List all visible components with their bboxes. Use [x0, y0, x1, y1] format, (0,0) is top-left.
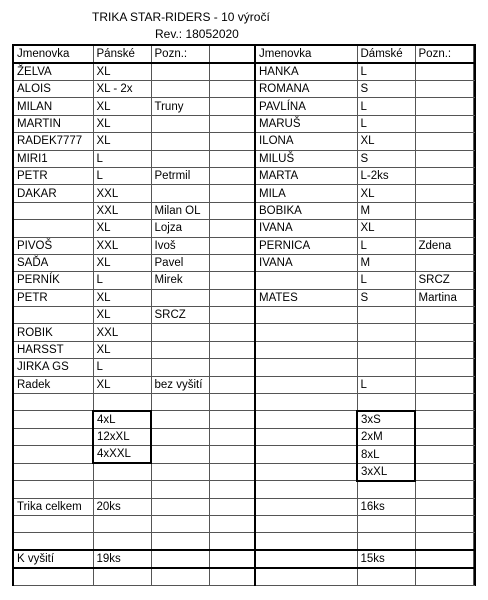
cell-note-men	[151, 516, 209, 533]
cell-name-women	[255, 568, 357, 585]
table-row	[13, 202, 475, 219]
cell-name-women: IVANA	[255, 254, 357, 271]
cell-note-men	[151, 481, 209, 498]
table-row	[13, 115, 475, 132]
cell-extra	[473, 446, 475, 464]
cell-extra	[473, 202, 475, 219]
cell-name-men: PETR	[13, 289, 93, 306]
cell-note-men: Petrmil	[151, 167, 209, 184]
cell-size-women: 16ks	[357, 498, 415, 515]
cell-name-women	[255, 533, 357, 550]
cell-note-men	[151, 324, 209, 341]
cell-spacer	[209, 359, 255, 376]
cell-size-men: XXL	[93, 237, 151, 254]
cell-note-men: Truny	[151, 98, 209, 115]
cell-note-women	[415, 307, 473, 324]
cell-size-women: 8xL	[357, 446, 415, 464]
cell-extra	[473, 237, 475, 254]
cell-note-men	[151, 533, 209, 550]
cell-spacer	[209, 202, 255, 219]
cell-name-men: RADEK7777	[13, 133, 93, 150]
cell-note-women	[415, 98, 473, 115]
table-row	[13, 185, 475, 202]
table-row	[13, 411, 475, 429]
cell-name-women	[255, 550, 357, 568]
cell-spacer	[209, 481, 255, 498]
cell-note-women: SRCZ	[415, 272, 473, 289]
table-row	[13, 463, 475, 481]
cell-name-men	[13, 446, 93, 464]
cell-name-women	[255, 481, 357, 498]
cell-size-women	[357, 533, 415, 550]
cell-note-women	[415, 394, 473, 411]
cell-spacer	[209, 307, 255, 324]
cell-spacer	[209, 498, 255, 515]
cell-note-men	[151, 550, 209, 568]
cell-spacer	[209, 446, 255, 464]
cell-size-women: M	[357, 254, 415, 271]
cell-size-men: XL	[93, 376, 151, 393]
cell-size-women: L	[357, 376, 415, 393]
cell-name-women: HANKA	[255, 63, 357, 81]
table-row	[13, 167, 475, 184]
cell-note-men	[151, 359, 209, 376]
cell-spacer	[209, 376, 255, 393]
cell-note-men: Milan OL	[151, 202, 209, 219]
cell-name-women: PAVLÍNA	[255, 98, 357, 115]
cell-note-women	[415, 498, 473, 515]
cell-size-men: XL	[93, 98, 151, 115]
cell-size-women: M	[357, 202, 415, 219]
cell-note-women	[415, 516, 473, 533]
cell-note-women	[415, 185, 473, 202]
cell-size-men: 4xXXL	[93, 446, 151, 464]
header-extra	[473, 45, 475, 63]
cell-extra	[473, 289, 475, 306]
cell-extra	[473, 254, 475, 271]
table-row	[13, 98, 475, 115]
table-row	[13, 481, 475, 498]
cell-size-men: XL	[93, 63, 151, 81]
cell-size-women	[357, 359, 415, 376]
cell-size-men: XL	[93, 133, 151, 150]
cell-size-men: XXL	[93, 202, 151, 219]
cell-extra	[473, 428, 475, 445]
table-row	[13, 394, 475, 411]
cell-size-women	[357, 307, 415, 324]
table-row	[13, 359, 475, 376]
cell-spacer	[209, 115, 255, 132]
table-row	[13, 428, 475, 445]
cell-size-women: 2xM	[357, 428, 415, 445]
cell-name-women: MARUŠ	[255, 115, 357, 132]
cell-size-women: 15ks	[357, 550, 415, 568]
cell-extra	[473, 133, 475, 150]
table-row	[13, 341, 475, 358]
cell-size-women	[357, 394, 415, 411]
table-row	[13, 568, 475, 585]
cell-note-women	[415, 202, 473, 219]
cell-note-women	[415, 376, 473, 393]
cell-name-women: PERNICA	[255, 237, 357, 254]
cell-name-men	[13, 202, 93, 219]
cell-spacer	[209, 533, 255, 550]
cell-note-men: bez vyšití	[151, 376, 209, 393]
table-row	[13, 133, 475, 150]
cell-size-men: 12xXL	[93, 428, 151, 445]
cell-spacer	[209, 428, 255, 445]
cell-name-men	[13, 411, 93, 429]
cell-size-women: L	[357, 272, 415, 289]
cell-size-women: L	[357, 237, 415, 254]
table-row	[13, 272, 475, 289]
cell-size-men: XL	[93, 341, 151, 358]
cell-size-women: 3xS	[357, 411, 415, 429]
cell-note-women	[415, 324, 473, 341]
table-row	[13, 81, 475, 98]
cell-name-men: MILAN	[13, 98, 93, 115]
cell-spacer	[209, 272, 255, 289]
cell-name-men: PIVOŠ	[13, 237, 93, 254]
cell-size-women: XL	[357, 185, 415, 202]
cell-note-men: Ivoš	[151, 237, 209, 254]
cell-name-men	[13, 481, 93, 498]
cell-name-men: ALOIS	[13, 81, 93, 98]
table-row	[13, 220, 475, 237]
cell-extra	[473, 341, 475, 358]
table-row	[13, 289, 475, 306]
cell-name-men	[13, 220, 93, 237]
cell-name-men: SAĎA	[13, 254, 93, 271]
cell-size-women	[357, 324, 415, 341]
cell-note-women	[415, 167, 473, 184]
cell-name-women: ILONA	[255, 133, 357, 150]
cell-size-men	[93, 394, 151, 411]
cell-name-women	[255, 376, 357, 393]
cell-spacer	[209, 167, 255, 184]
header-note-women: Pozn.:	[415, 45, 473, 63]
cell-size-men: XXL	[93, 324, 151, 341]
cell-name-women: IVANA	[255, 220, 357, 237]
cell-note-men	[151, 498, 209, 515]
cell-size-women: 3xXL	[357, 463, 415, 481]
cell-spacer	[209, 133, 255, 150]
cell-note-women	[415, 568, 473, 585]
cell-name-men: K vyšití	[13, 550, 93, 568]
cell-extra	[473, 516, 475, 533]
cell-extra	[473, 568, 475, 585]
cell-note-women	[415, 63, 473, 81]
cell-extra	[473, 376, 475, 393]
header-size-women: Dámské	[357, 45, 415, 63]
cell-note-men	[151, 133, 209, 150]
cell-name-women	[255, 394, 357, 411]
cell-name-women	[255, 516, 357, 533]
cell-size-men: L	[93, 272, 151, 289]
cell-size-men: XXL	[93, 185, 151, 202]
cell-name-men: MIRI1	[13, 150, 93, 167]
cell-note-men	[151, 150, 209, 167]
cell-extra	[473, 550, 475, 568]
cell-extra	[473, 498, 475, 515]
cell-extra	[473, 272, 475, 289]
cell-note-men	[151, 428, 209, 445]
cell-size-women	[357, 516, 415, 533]
cell-name-men: PERNÍK	[13, 272, 93, 289]
cell-extra	[473, 185, 475, 202]
cell-size-men	[93, 481, 151, 498]
cell-note-men: Mirek	[151, 272, 209, 289]
cell-name-men	[13, 394, 93, 411]
cell-name-men: ROBIK	[13, 324, 93, 341]
cell-spacer	[209, 394, 255, 411]
cell-size-women: L	[357, 98, 415, 115]
cell-size-men	[93, 568, 151, 585]
cell-name-women: MILUŠ	[255, 150, 357, 167]
cell-name-women	[255, 324, 357, 341]
cell-note-women	[415, 428, 473, 445]
cell-size-women: S	[357, 289, 415, 306]
cell-size-men: 20ks	[93, 498, 151, 515]
cell-size-women	[357, 568, 415, 585]
cell-name-women: BOBIKA	[255, 202, 357, 219]
cell-note-women	[415, 411, 473, 429]
cell-name-men	[13, 516, 93, 533]
cell-name-women: MILA	[255, 185, 357, 202]
header-name-women: Jmenovka	[255, 45, 357, 63]
cell-size-women: L	[357, 63, 415, 81]
cell-size-men: XL	[93, 307, 151, 324]
cell-size-men: L	[93, 167, 151, 184]
cell-note-women	[415, 550, 473, 568]
cell-size-men: L	[93, 150, 151, 167]
table-row	[13, 498, 475, 515]
cell-note-women	[415, 533, 473, 550]
cell-note-men	[151, 341, 209, 358]
cell-name-men: HARSST	[13, 341, 93, 358]
sheet-title: TRIKA STAR-RIDERS - 10 výročí	[92, 10, 270, 24]
cell-note-men	[151, 568, 209, 585]
cell-extra	[473, 533, 475, 550]
cell-extra	[473, 481, 475, 498]
cell-note-women	[415, 359, 473, 376]
cell-note-women	[415, 81, 473, 98]
cell-note-men	[151, 394, 209, 411]
header-note-men: Pozn.:	[151, 45, 209, 63]
header-size-men: Pánské	[93, 45, 151, 63]
cell-size-women	[357, 341, 415, 358]
cell-spacer	[209, 550, 255, 568]
header-name-men: Jmenovka	[13, 45, 93, 63]
cell-name-men: DAKAR	[13, 185, 93, 202]
cell-extra	[473, 411, 475, 429]
cell-note-men	[151, 289, 209, 306]
cell-note-women	[415, 446, 473, 464]
table-row	[13, 307, 475, 324]
table-row	[13, 63, 475, 81]
cell-name-women	[255, 359, 357, 376]
cell-size-men: XL	[93, 289, 151, 306]
cell-extra	[473, 359, 475, 376]
cell-note-men	[151, 115, 209, 132]
cell-name-women	[255, 411, 357, 429]
cell-spacer	[209, 220, 255, 237]
cell-size-men: 4xL	[93, 411, 151, 429]
cell-name-men: PETR	[13, 167, 93, 184]
cell-spacer	[209, 63, 255, 81]
cell-size-women: L-2ks	[357, 167, 415, 184]
table-row	[13, 376, 475, 393]
cell-note-men: Pavel	[151, 254, 209, 271]
cell-size-women: XL	[357, 220, 415, 237]
cell-spacer	[209, 98, 255, 115]
cell-extra	[473, 115, 475, 132]
cell-name-women	[255, 428, 357, 445]
cell-spacer	[209, 341, 255, 358]
cell-extra	[473, 463, 475, 481]
cell-spacer	[209, 185, 255, 202]
cell-size-men: L	[93, 359, 151, 376]
cell-extra	[473, 220, 475, 237]
cell-extra	[473, 63, 475, 81]
cell-spacer	[209, 463, 255, 481]
cell-size-women: S	[357, 81, 415, 98]
cell-name-women	[255, 272, 357, 289]
cell-name-women	[255, 463, 357, 481]
cell-size-men: XL	[93, 115, 151, 132]
cell-spacer	[209, 568, 255, 585]
table-row	[13, 533, 475, 550]
cell-spacer	[209, 289, 255, 306]
cell-note-women	[415, 115, 473, 132]
cell-size-men: XL	[93, 254, 151, 271]
cell-name-men	[13, 533, 93, 550]
cell-size-women	[357, 481, 415, 498]
cell-note-women	[415, 481, 473, 498]
cell-size-men: 19ks	[93, 550, 151, 568]
table-row	[13, 550, 475, 568]
cell-spacer	[209, 81, 255, 98]
cell-note-women	[415, 341, 473, 358]
cell-name-women: MATES	[255, 289, 357, 306]
cell-name-women	[255, 498, 357, 515]
cell-extra	[473, 324, 475, 341]
cell-name-women	[255, 307, 357, 324]
cell-spacer	[209, 237, 255, 254]
cell-size-men: XL	[93, 220, 151, 237]
cell-note-women	[415, 150, 473, 167]
cell-size-men	[93, 533, 151, 550]
cell-spacer	[209, 516, 255, 533]
cell-extra	[473, 81, 475, 98]
tshirt-order-table	[12, 44, 476, 586]
cell-name-men	[13, 568, 93, 585]
cell-name-men: ŽELVA	[13, 63, 93, 81]
cell-name-men	[13, 428, 93, 445]
cell-name-women	[255, 446, 357, 464]
table-row	[13, 237, 475, 254]
table-row	[13, 446, 475, 464]
cell-note-men	[151, 463, 209, 481]
table-row	[13, 516, 475, 533]
cell-note-men	[151, 185, 209, 202]
cell-note-men	[151, 81, 209, 98]
cell-extra	[473, 167, 475, 184]
cell-name-men: MARTIN	[13, 115, 93, 132]
header-spacer	[209, 45, 255, 63]
cell-size-men	[93, 463, 151, 481]
cell-size-women: S	[357, 150, 415, 167]
cell-name-women	[255, 341, 357, 358]
cell-note-women: Martina	[415, 289, 473, 306]
cell-extra	[473, 98, 475, 115]
cell-name-men: JIRKA GS	[13, 359, 93, 376]
cell-name-women: ROMANA	[255, 81, 357, 98]
cell-note-women: Zdena	[415, 237, 473, 254]
cell-note-women	[415, 133, 473, 150]
cell-spacer	[209, 150, 255, 167]
cell-name-men: Trika celkem	[13, 498, 93, 515]
cell-name-women: MARTA	[255, 167, 357, 184]
cell-size-women: XL	[357, 133, 415, 150]
cell-spacer	[209, 411, 255, 429]
table-row	[13, 254, 475, 271]
cell-spacer	[209, 324, 255, 341]
cell-note-women	[415, 254, 473, 271]
cell-name-men	[13, 463, 93, 481]
cell-note-men	[151, 411, 209, 429]
cell-name-men	[13, 307, 93, 324]
cell-size-women: L	[357, 115, 415, 132]
cell-spacer	[209, 254, 255, 271]
cell-extra	[473, 307, 475, 324]
cell-size-men: XL - 2x	[93, 81, 151, 98]
revision-label: Rev.: 18052020	[155, 27, 239, 41]
cell-size-men	[93, 516, 151, 533]
cell-note-women	[415, 220, 473, 237]
cell-name-men: Radek	[13, 376, 93, 393]
cell-extra	[473, 150, 475, 167]
table-row	[13, 324, 475, 341]
header-row	[13, 45, 475, 63]
cell-note-men: SRCZ	[151, 307, 209, 324]
table-row	[13, 150, 475, 167]
cell-note-women	[415, 463, 473, 481]
cell-extra	[473, 394, 475, 411]
cell-note-men	[151, 63, 209, 81]
cell-note-men: Lojza	[151, 220, 209, 237]
cell-note-men	[151, 446, 209, 464]
